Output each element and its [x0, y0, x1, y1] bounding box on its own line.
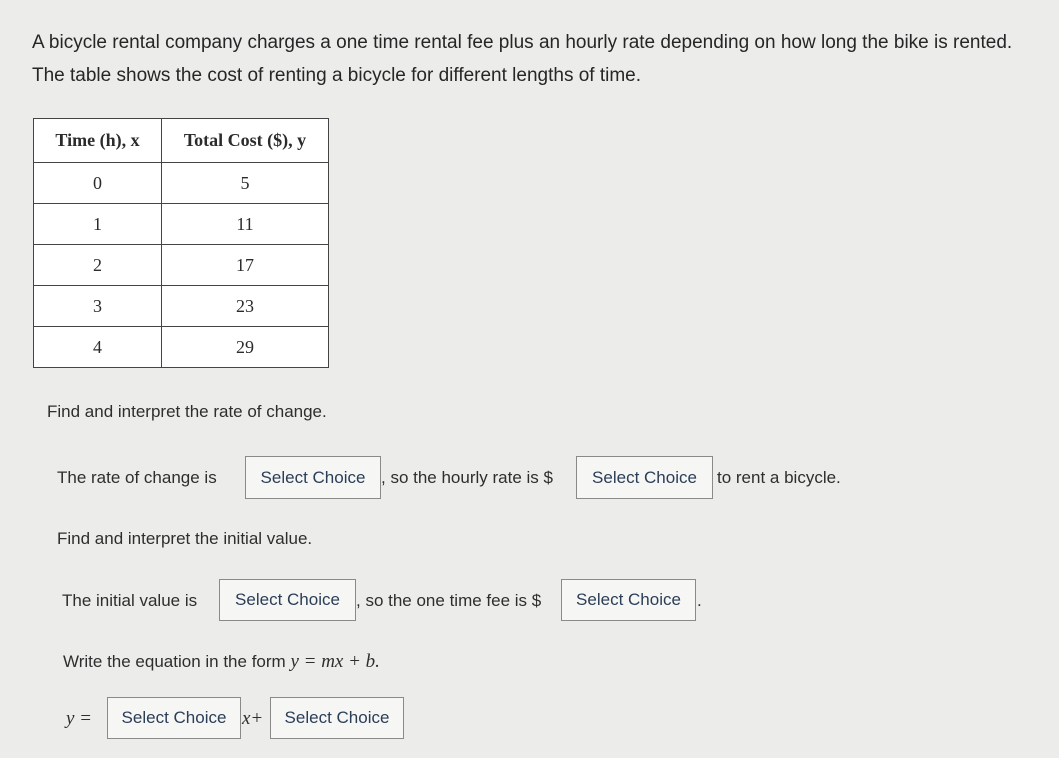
- table-cell: 29: [162, 327, 329, 368]
- table-cell: 3: [34, 286, 162, 327]
- table-cell: 23: [162, 286, 329, 327]
- rate-of-change-dropdown[interactable]: Select Choice: [245, 456, 381, 499]
- rate-sentence-end: to rent a bicycle.: [717, 468, 841, 487]
- initial-sentence-middle: , so the one time fee is $: [356, 591, 542, 610]
- initial-sentence-end: .: [697, 591, 702, 610]
- rate-sentence-start: The rate of change is: [57, 468, 217, 487]
- intercept-dropdown[interactable]: Select Choice: [270, 697, 404, 739]
- hourly-rate-dropdown[interactable]: Select Choice: [576, 456, 713, 499]
- table-row: [34, 327, 329, 368]
- equation-form-math: y = mx + b.: [290, 651, 380, 672]
- table-row: [34, 286, 329, 327]
- table-cell: 11: [162, 204, 329, 245]
- table-row: [34, 245, 329, 286]
- column-header-cost: Total Cost ($), y: [162, 119, 329, 163]
- column-header-time: Time (h), x: [34, 119, 162, 163]
- table-cell: 4: [34, 327, 162, 368]
- initial-value-heading: Find and interpret the initial value.: [57, 529, 313, 548]
- table-row: [34, 204, 329, 245]
- equation-lhs: y =: [66, 708, 93, 729]
- equation-heading-text: Write the equation in the form: [63, 652, 286, 671]
- slope-dropdown[interactable]: Select Choice: [107, 697, 241, 739]
- equation-x-plus: x+: [242, 708, 264, 729]
- initial-sentence-start: The initial value is: [62, 591, 198, 610]
- table-header-row: [34, 119, 329, 163]
- rate-of-change-heading: Find and interpret the rate of change.: [47, 402, 327, 421]
- table-cell: 1: [34, 204, 162, 245]
- table-cell: 0: [34, 163, 162, 204]
- table-cell: 17: [162, 245, 329, 286]
- one-time-fee-dropdown[interactable]: Select Choice: [561, 579, 696, 621]
- table-cell: 2: [34, 245, 162, 286]
- rate-sentence-middle: , so the hourly rate is $: [381, 468, 553, 487]
- table-cell: 5: [162, 163, 329, 204]
- table-row: [34, 163, 329, 204]
- equation-heading: [63, 651, 380, 673]
- problem-intro: A bicycle rental company charges a one time rental fee plus an hourly rate depending on how long the bike is rented. The table shows the cost of renting a bicycle for different lengths of time.: [32, 32, 1013, 86]
- initial-value-dropdown[interactable]: Select Choice: [219, 579, 356, 621]
- cost-table: [33, 118, 329, 368]
